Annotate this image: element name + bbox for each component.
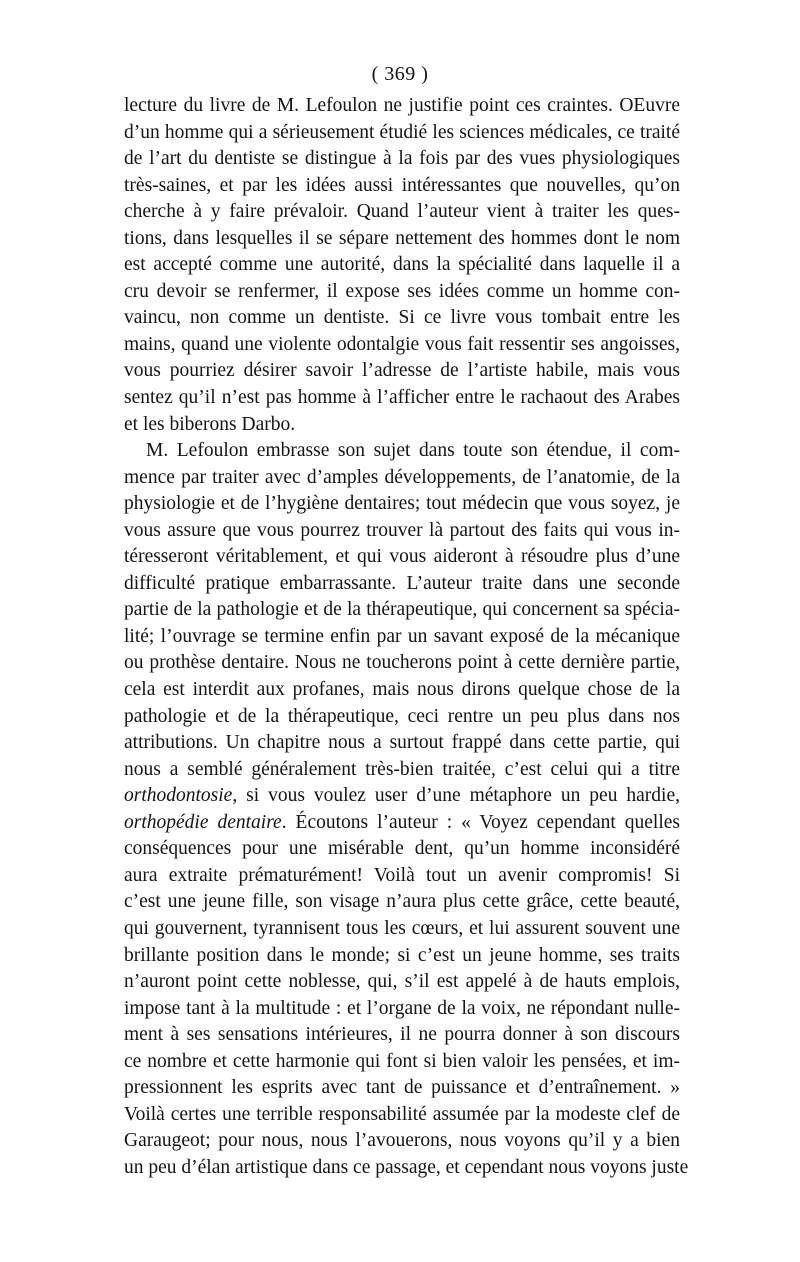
text-line: téresseront véritablement, et qui vous aideront à résoudre plus d’une xyxy=(124,546,680,568)
text-line: aura extraite prématurément! Voilà tout un avenir compromis! Si xyxy=(124,864,680,886)
text-line: de l’art du dentiste se distingue à la fois par des vues physiologiques xyxy=(124,148,680,170)
text-line: lecture du livre de M. Lefoulon ne justifie point ces craintes. OEuvre xyxy=(124,95,680,116)
text-line: un peu d’élan artistique dans ce passage, et cependant nous voyons juste xyxy=(124,1156,689,1178)
text-line: est accepté comme une autorité, dans la spécialité dans laquelle il a xyxy=(124,254,680,276)
text-line: lité; l’ouvrage se termine enfin par un savant exposé de la mécanique xyxy=(124,625,680,647)
text-line: partie de la pathologie et de la thérapeutique, qui concernent sa spécia- xyxy=(124,599,680,621)
paragraph-1 xyxy=(124,93,680,438)
text-line: c’est une jeune fille, son visage n’aura plus cette grâce, cette beauté, xyxy=(124,891,680,913)
line-rest: . Écoutons l’auteur : « Voyez cependant quelles xyxy=(281,811,681,833)
text-line: ce nombre et cette harmonie qui font si bien valoir les pensées, et im- xyxy=(124,1050,680,1072)
text-line: nous a semblé généralement très-bien traitée, c’est celui qui a titre xyxy=(124,758,680,780)
text-line: très-saines, et par les idées aussi intéressantes que nouvelles, qu’on xyxy=(124,174,680,196)
text-line: pressionnent les esprits avec tant de puissance et d’entraînement. » xyxy=(124,1077,680,1099)
text-line: tions, dans lesquelles il se sépare nettement des hommes dont le nom xyxy=(124,227,680,249)
paragraph-2 xyxy=(124,438,689,1181)
text-line: mence par traiter avec d’amples développements, de l’anatomie, de la xyxy=(124,466,680,488)
text-line: vaincu, non comme un dentiste. Si ce livre vous tombait entre les xyxy=(124,307,680,329)
text-line: mains, quand une violente odontalgie vous fait ressentir ses angoisses, xyxy=(124,333,680,355)
text-line: n’auront point cette noblesse, qui, s’il est appelé à de hauts emplois, xyxy=(124,971,680,993)
text-line: ment à ses sensations intérieures, il ne pourra donner à son discours xyxy=(124,1024,680,1046)
text-line-with-italic xyxy=(124,810,680,837)
text-line: attributions. Un chapitre nous a surtout frappé dans cette partie, qui xyxy=(124,732,680,754)
line-rest: , si vous voulez user d’une métaphore un peu hardie, xyxy=(232,785,680,807)
text-line: pathologie et de la thérapeutique, ceci rentre un peu plus dans nos xyxy=(124,705,680,727)
page-number: ( 369 ) xyxy=(371,63,429,85)
italic-term: orthodontosie xyxy=(124,785,233,807)
body-text xyxy=(124,93,689,1181)
text-line: vous assure que vous pourrez trouver là partout des faits qui vous in- xyxy=(124,519,680,541)
text-line-with-italic xyxy=(124,783,680,810)
text-line: M. Lefoulon embrasse son sujet dans toute son étendue, il com- xyxy=(146,440,680,462)
text-line: cela est interdit aux profanes, mais nous dirons quelque chose de la xyxy=(124,679,680,701)
text-line: cru devoir se renfermer, il expose ses idées comme un homme con- xyxy=(124,280,680,302)
text-line: d’un homme qui a sérieusement étudié les sciences médicales, ce traité xyxy=(124,121,680,143)
text-line: impose tant à la multitude : et l’organe de la voix, ne répondant nulle- xyxy=(124,997,680,1019)
text-line: vous pourriez désirer savoir l’adresse de l’artiste habile, mais vous xyxy=(124,360,680,382)
text-line: Garaugeot; pour nous, nous l’avouerons, nous voyons qu’il y a bien xyxy=(124,1130,680,1152)
text-line: qui gouvernent, tyrannisent tous les cœurs, et lui assurent souvent une xyxy=(124,917,680,939)
text-line: ou prothèse dentaire. Nous ne toucherons point à cette dernière partie, xyxy=(124,652,680,674)
text-line: conséquences pour une misérable dent, qu’un homme inconsidéré xyxy=(124,838,680,860)
text-line: Voilà certes une terrible responsabilité assumée par la modeste clef de xyxy=(124,1103,680,1125)
text-line: difficulté pratique embarrassante. L’auteur traite dans une seconde xyxy=(124,572,680,594)
text-line: sentez qu’il n’est pas homme à l’afficher entre le rachaout des Arabes xyxy=(124,387,680,409)
text-line: physiologie et de l’hygiène dentaires; tout médecin que vous soyez, je xyxy=(124,493,680,515)
text-line: brillante position dans le monde; si c’est un jeune homme, ses traits xyxy=(124,944,680,966)
text-line: et les biberons Darbo. xyxy=(124,413,296,435)
italic-term: orthopédie dentaire xyxy=(124,811,282,833)
text-line: cherche à y faire prévaloir. Quand l’auteur vient à traiter les ques- xyxy=(124,201,680,223)
